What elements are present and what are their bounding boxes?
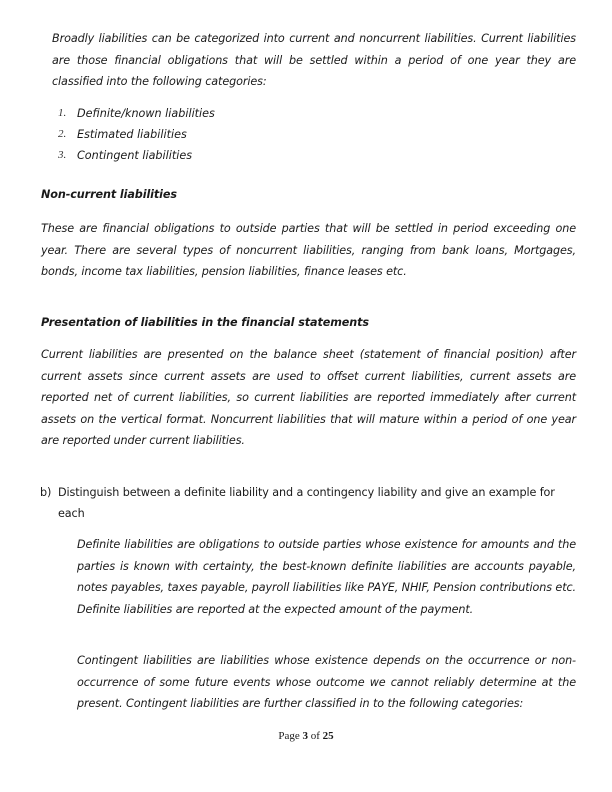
intro-paragraph: Broadly liabilities can be categorized into current and noncurrent liabilities. Current liabilities are those financial obligations that will be settled within a period of one year they are classified into the following categories:: [52, 32, 576, 88]
question-label: b): [40, 486, 52, 499]
page-prefix: Page: [278, 730, 303, 742]
list-item-label: Contingent liabilities: [77, 149, 193, 162]
list-number: 1.: [58, 107, 67, 119]
list-item: [58, 145, 215, 166]
definite-liabilities-paragraph: Definite liabilities are obligations to outside parties whose existence for amounts and the parties is known with certainty, the best-known definite liabilities are accounts payable, notes payables, taxes payable, payroll liabilities like PAYE, NHIF, Pension contributions etc. Definite liabilities are reported at the expected amount of the payment.: [77, 538, 576, 616]
total-pages: 25: [322, 730, 334, 742]
presentation-heading: Presentation of liabilities in the financial statements: [41, 316, 369, 329]
question-text: Distinguish between a definite liability and a contingency liability and give an example for each: [58, 486, 555, 520]
noncurrent-paragraph: These are financial obligations to outside parties that will be settled in period exceeding one year. There are several types of noncurrent liabilities, ranging from bank loans, Mortgages, bonds, income tax liabilities, pension liabilities, finance leases etc.: [41, 222, 576, 278]
contingent-liabilities-paragraph: Contingent liabilities are liabilities whose existence depends on the occurrence or non-occurrence of some future events whose outcome we cannot reliably determine at the present. Contingent liabilities are further classified in to the following categories:: [77, 654, 576, 710]
page-separator: of: [307, 730, 323, 742]
list-item: [58, 124, 215, 145]
list-number: 3.: [58, 149, 67, 161]
page-footer: [0, 730, 612, 742]
presentation-paragraph: Current liabilities are presented on the balance sheet (statement of financial position) after current assets since current assets are used to offset current liabilities, current assets are reported net of current liabilities, so current liabilities are reported immediately after current assets on the vertical format. Noncurrent liabilities that will mature within a period of one year are reported under current liabilities.: [41, 348, 576, 447]
current-page-number: 3: [302, 730, 308, 742]
list-item-label: Definite/known liabilities: [77, 107, 215, 120]
list-number: 2.: [58, 128, 67, 140]
list-item-label: Estimated liabilities: [77, 128, 187, 141]
current-liability-categories-list: [58, 103, 215, 166]
noncurrent-heading: Non-current liabilities: [41, 188, 177, 201]
list-item: [58, 103, 215, 124]
question-b: [40, 482, 576, 524]
